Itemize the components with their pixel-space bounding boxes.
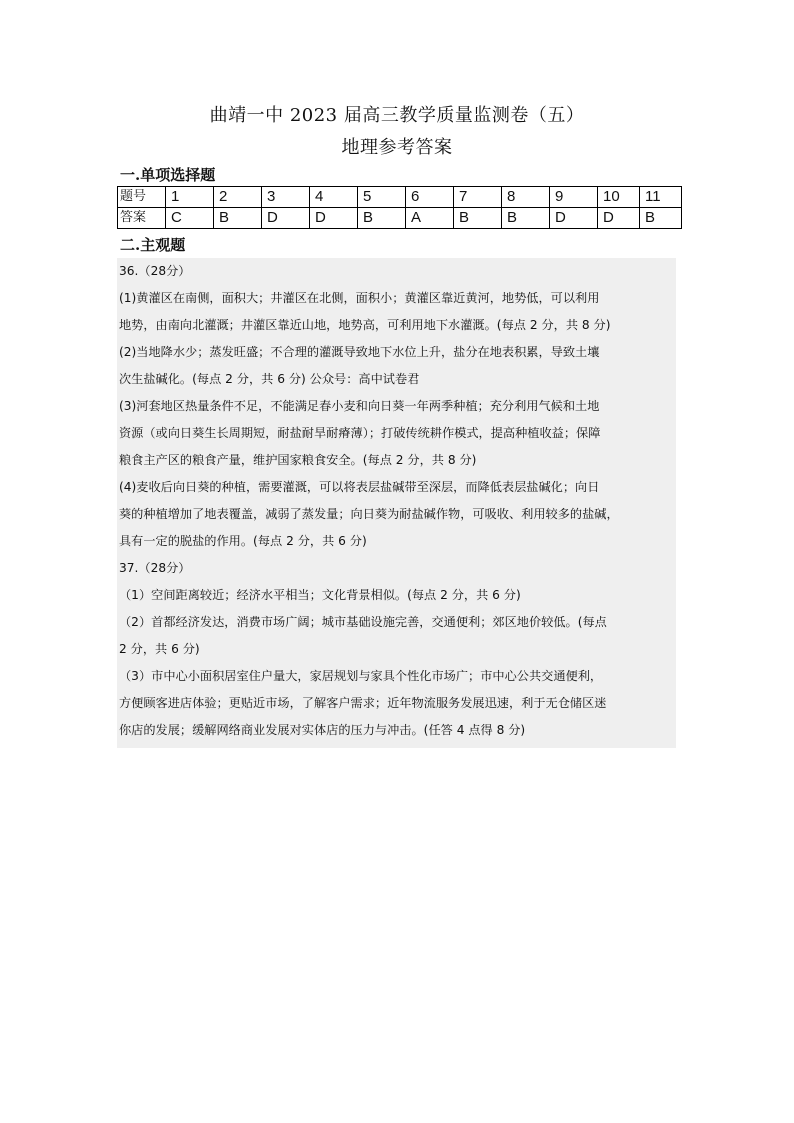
- answer-text: （1）空间距离较近；经济水平相当；文化背景相似。(每点 2 分，共 6 分): [119, 588, 521, 602]
- table-cell: C: [166, 208, 214, 229]
- answer-text: 你店的发展；缓解网络商业发展对实体店的压力与冲击。(任答 4 点得 8 分): [119, 723, 526, 737]
- table-cell: 8: [502, 187, 550, 208]
- question-37-heading: 37.（28分）: [119, 561, 191, 575]
- table-cell: 2: [214, 187, 262, 208]
- table-cell: B: [640, 208, 682, 229]
- subjective-answers: [117, 258, 676, 748]
- answer-text-segment: 次生盐碱化。(每点 2 分，共 6 分): [119, 372, 306, 386]
- watermark-text: 公众号：高中试卷君: [305, 372, 420, 386]
- table-cell: D: [262, 208, 310, 229]
- answer-text: 粮食主产区的粮食产量，维护国家粮食安全。(每点 2 分，共 8 分): [119, 453, 477, 467]
- question-36-heading: 36.（28分）: [119, 264, 191, 278]
- answer-text: (2)当地降水少；蒸发旺盛；不合理的灌溉导致地下水位上升，盐分在地表积累，导致土壤: [119, 345, 600, 359]
- answer-text: 资源（或向日葵生长周期短，耐盐耐旱耐瘠薄）；打破传统耕作模式，提高种植收益；保障: [119, 426, 601, 440]
- table-cell: 6: [406, 187, 454, 208]
- document-title: 曲靖一中 2023 届高三教学质量监测卷（五）: [209, 105, 585, 126]
- answer-text: (1)黄灌区在南侧，面积大；井灌区在北侧，面积小；黄灌区靠近黄河，地势低，可以利用: [119, 291, 600, 305]
- answer-text: 葵的种植增加了地表覆盖，减弱了蒸发量；向日葵为耐盐碱作物，可吸收、利用较多的盐碱，: [119, 507, 619, 521]
- table-cell: 4: [310, 187, 358, 208]
- answer-text: （3）市中心小面积居室住户量大，家居规划与家具个性化市场广；市中心公共交通便利，: [119, 669, 603, 683]
- answer-text: (4)麦收后向日葵的种植，需要灌溉，可以将表层盐碱带至深层，而降低表层盐碱化；向日: [119, 480, 600, 494]
- table-cell: B: [358, 208, 406, 229]
- answer-text: (3)河套地区热量条件不足，不能满足春小麦和向日葵一年两季种植；充分利用气候和土地: [119, 399, 600, 413]
- answer-row: [118, 208, 682, 229]
- answer-text: （2）首都经济发达，消费市场广阔；城市基础设施完善，交通便利；郊区地价较低。(每点: [119, 615, 607, 629]
- table-cell: 5: [358, 187, 406, 208]
- answer-text: 方便顾客进店体验；更贴近市场，了解客户需求；近年物流服务发展迅速，利于无仓储区迷: [119, 696, 607, 710]
- answer-text: 2 分，共 6 分): [119, 642, 200, 656]
- table-cell: B: [502, 208, 550, 229]
- table-cell: D: [550, 208, 598, 229]
- section-heading-subjective: 二.主观题: [120, 236, 186, 254]
- section-heading-multiple-choice: 一.单项选择题: [120, 166, 216, 184]
- table-cell: 1: [166, 187, 214, 208]
- question-number-row: [118, 187, 682, 208]
- table-cell: 11: [640, 187, 682, 208]
- document-subtitle: 地理参考答案: [341, 137, 453, 158]
- table-cell: D: [310, 208, 358, 229]
- table-cell: 10: [598, 187, 640, 208]
- table-cell: 9: [550, 187, 598, 208]
- table-cell: 7: [454, 187, 502, 208]
- answer-key-table: [117, 186, 682, 229]
- table-cell: A: [406, 208, 454, 229]
- answer-text: [119, 366, 674, 393]
- table-cell: D: [598, 208, 640, 229]
- row-label: 题号: [118, 187, 166, 208]
- table-cell: 3: [262, 187, 310, 208]
- answer-text: 地势，由南向北灌溉；井灌区靠近山地，地势高，可利用地下水灌溉。(每点 2 分，共 8 分): [119, 318, 611, 332]
- table-cell: B: [214, 208, 262, 229]
- answer-text: 具有一定的脱盐的作用。(每点 2 分，共 6 分): [119, 534, 367, 548]
- table-cell: B: [454, 208, 502, 229]
- row-label: 答案: [118, 208, 166, 229]
